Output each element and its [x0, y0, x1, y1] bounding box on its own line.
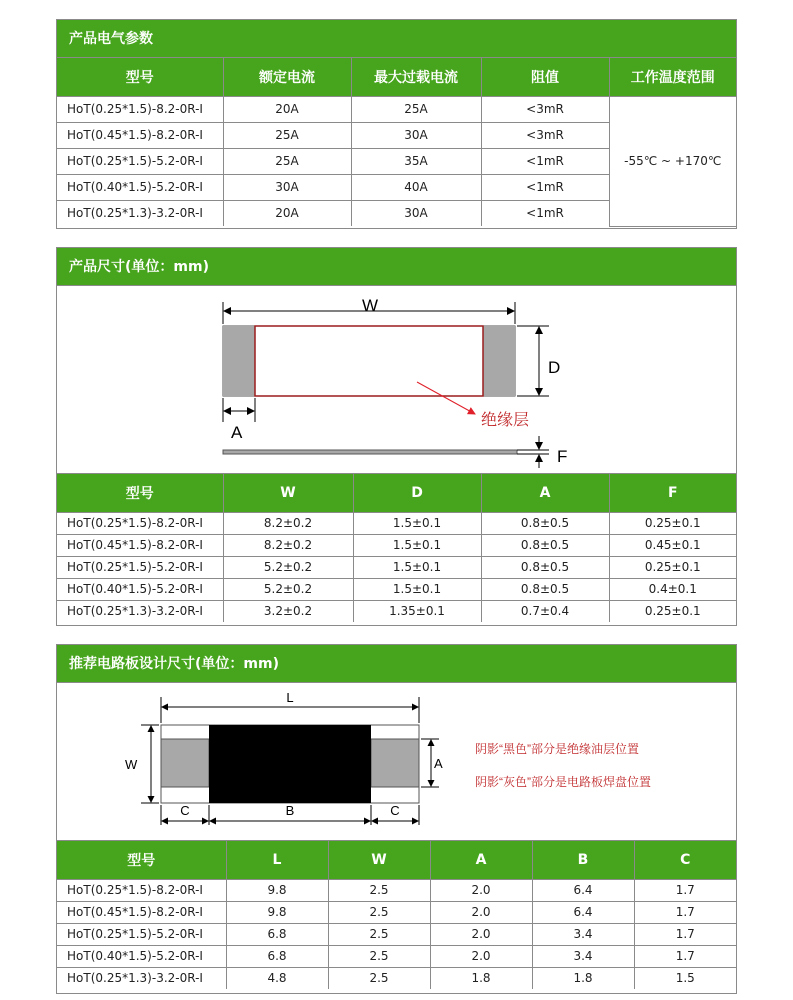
cell: 4.8	[226, 967, 328, 989]
cell: 3.4	[532, 945, 634, 967]
cell: 35A	[351, 148, 481, 174]
right-pad	[371, 739, 419, 787]
table-row	[57, 96, 736, 122]
header-resistance: 阻值	[481, 58, 609, 96]
cell-model: HoT(0.40*1.5)-5.2-0R-I	[57, 174, 223, 200]
section-title-dimensions: 产品尺寸(单位：mm)	[57, 248, 736, 286]
header-model: 型号	[57, 841, 226, 879]
cell: <1mR	[481, 174, 609, 200]
cell: 2.5	[328, 945, 430, 967]
pcb-note-pad: 阴影“灰色”部分是电路板焊盘位置	[475, 775, 651, 789]
cell: 0.25±0.1	[609, 556, 736, 578]
cell-model: HoT(0.25*1.5)-5.2-0R-I	[57, 148, 223, 174]
cell-model: HoT(0.25*1.3)-3.2-0R-I	[57, 200, 223, 226]
dimension-drawing	[57, 286, 736, 473]
cell: 0.8±0.5	[481, 556, 609, 578]
cell-model: HoT(0.25*1.5)-8.2-0R-I	[57, 96, 223, 122]
cell: 2.5	[328, 879, 430, 901]
cell: 20A	[223, 200, 351, 226]
cell: 8.2±0.2	[223, 534, 353, 556]
cell: 6.4	[532, 879, 634, 901]
dimensions-table	[57, 474, 736, 622]
header-b: B	[532, 841, 634, 879]
cell: 6.4	[532, 901, 634, 923]
cell: 0.8±0.5	[481, 578, 609, 600]
table-row	[57, 945, 736, 967]
cell: 2.0	[430, 923, 532, 945]
cell-model: HoT(0.40*1.5)-5.2-0R-I	[57, 945, 226, 967]
cell: 1.5±0.1	[353, 512, 481, 534]
cell: 5.2±0.2	[223, 578, 353, 600]
cell: <3mR	[481, 96, 609, 122]
header-a: A	[430, 841, 532, 879]
cell: 6.8	[226, 923, 328, 945]
cell: 40A	[351, 174, 481, 200]
dimensions-section	[56, 247, 737, 626]
insulation-label: 绝缘层	[481, 412, 530, 429]
header-w: W	[223, 474, 353, 512]
cell: 2.5	[328, 967, 430, 989]
dim-label-f: F	[557, 447, 568, 466]
header-max-overload: 最大过载电流	[351, 58, 481, 96]
table-row	[57, 556, 736, 578]
cell-model: HoT(0.40*1.5)-5.2-0R-I	[57, 578, 223, 600]
cell: 30A	[223, 174, 351, 200]
right-terminal	[483, 326, 515, 396]
side-view-plate	[223, 450, 517, 454]
dim-label-w: W	[361, 296, 379, 315]
header-temp-range: 工作温度范围	[609, 58, 736, 96]
cell-model: HoT(0.25*1.5)-5.2-0R-I	[57, 556, 223, 578]
table-row	[57, 512, 736, 534]
header-w: W	[328, 841, 430, 879]
pcb-section	[56, 644, 737, 994]
cell: 3.4	[532, 923, 634, 945]
header-model: 型号	[57, 474, 223, 512]
table-row	[57, 923, 736, 945]
cell: 6.8	[226, 945, 328, 967]
cell: 0.8±0.5	[481, 512, 609, 534]
cell: 25A	[223, 148, 351, 174]
cell: <1mR	[481, 200, 609, 226]
cell-model: HoT(0.25*1.3)-3.2-0R-I	[57, 600, 223, 622]
header-l: L	[226, 841, 328, 879]
pcb-label-w: W	[125, 757, 138, 772]
cell: 1.7	[634, 945, 736, 967]
header-a: A	[481, 474, 609, 512]
table-row	[57, 600, 736, 622]
cell: 2.0	[430, 901, 532, 923]
cell: 30A	[351, 200, 481, 226]
header-rated-current: 额定电流	[223, 58, 351, 96]
cell: 1.7	[634, 879, 736, 901]
pcb-drawing	[57, 683, 736, 840]
dim-label-a: A	[231, 423, 243, 442]
cell-model: HoT(0.25*1.3)-3.2-0R-I	[57, 967, 226, 989]
header-model: 型号	[57, 58, 223, 96]
cell-model: HoT(0.45*1.5)-8.2-0R-I	[57, 534, 223, 556]
insulation-area	[209, 725, 371, 803]
cell: 2.0	[430, 879, 532, 901]
cell-model: HoT(0.45*1.5)-8.2-0R-I	[57, 122, 223, 148]
pcb-diagram	[57, 683, 736, 841]
cell: 1.8	[532, 967, 634, 989]
component-body	[223, 326, 515, 396]
table-row	[57, 967, 736, 989]
table-row	[57, 879, 736, 901]
electrical-params-section	[56, 19, 737, 229]
params-table	[57, 58, 736, 227]
cell: 1.5±0.1	[353, 556, 481, 578]
section-title-pcb: 推荐电路板设计尺寸(单位：mm)	[57, 645, 736, 683]
dimension-diagram	[57, 286, 736, 474]
header-f: F	[609, 474, 736, 512]
section-title-params: 产品电气参数	[57, 20, 736, 58]
cell: 25A	[351, 96, 481, 122]
pcb-label-c-right: C	[390, 803, 400, 818]
cell: <1mR	[481, 148, 609, 174]
cell-model: HoT(0.25*1.5)-5.2-0R-I	[57, 923, 226, 945]
cell: 0.45±0.1	[609, 534, 736, 556]
cell-model: HoT(0.45*1.5)-8.2-0R-I	[57, 901, 226, 923]
cell: 2.5	[328, 901, 430, 923]
pcb-label-c-left: C	[180, 803, 190, 818]
cell: 2.5	[328, 923, 430, 945]
cell: 1.5±0.1	[353, 578, 481, 600]
cell: 1.5	[634, 967, 736, 989]
pcb-table	[57, 841, 736, 989]
table-row	[57, 901, 736, 923]
pcb-label-l: L	[286, 690, 294, 705]
cell: 9.8	[226, 879, 328, 901]
cell: 0.25±0.1	[609, 600, 736, 622]
cell: 1.7	[634, 923, 736, 945]
table-row	[57, 578, 736, 600]
cell: 3.2±0.2	[223, 600, 353, 622]
table-row	[57, 534, 736, 556]
cell: 1.7	[634, 901, 736, 923]
cell: 9.8	[226, 901, 328, 923]
cell: 30A	[351, 122, 481, 148]
header-d: D	[353, 474, 481, 512]
left-pad	[161, 739, 209, 787]
cell: <3mR	[481, 122, 609, 148]
cell: 5.2±0.2	[223, 556, 353, 578]
dim-label-d: D	[548, 358, 561, 377]
header-c: C	[634, 841, 736, 879]
cell: 25A	[223, 122, 351, 148]
pcb-label-b: B	[285, 803, 295, 818]
cell-model: HoT(0.25*1.5)-8.2-0R-I	[57, 879, 226, 901]
cell: 2.0	[430, 945, 532, 967]
cell: 1.8	[430, 967, 532, 989]
cell: 0.4±0.1	[609, 578, 736, 600]
cell: 1.5±0.1	[353, 534, 481, 556]
pcb-note-insulation: 阴影“黑色”部分是绝缘油层位置	[475, 742, 639, 756]
cell: 0.8±0.5	[481, 534, 609, 556]
pcb-label-a: A	[434, 756, 443, 771]
cell: 0.7±0.4	[481, 600, 609, 622]
cell-temp-range: -55℃ ~ +170℃	[609, 96, 736, 226]
cell: 20A	[223, 96, 351, 122]
cell: 0.25±0.1	[609, 512, 736, 534]
cell: 1.35±0.1	[353, 600, 481, 622]
cell: 8.2±0.2	[223, 512, 353, 534]
left-terminal	[223, 326, 255, 396]
cell-model: HoT(0.25*1.5)-8.2-0R-I	[57, 512, 223, 534]
